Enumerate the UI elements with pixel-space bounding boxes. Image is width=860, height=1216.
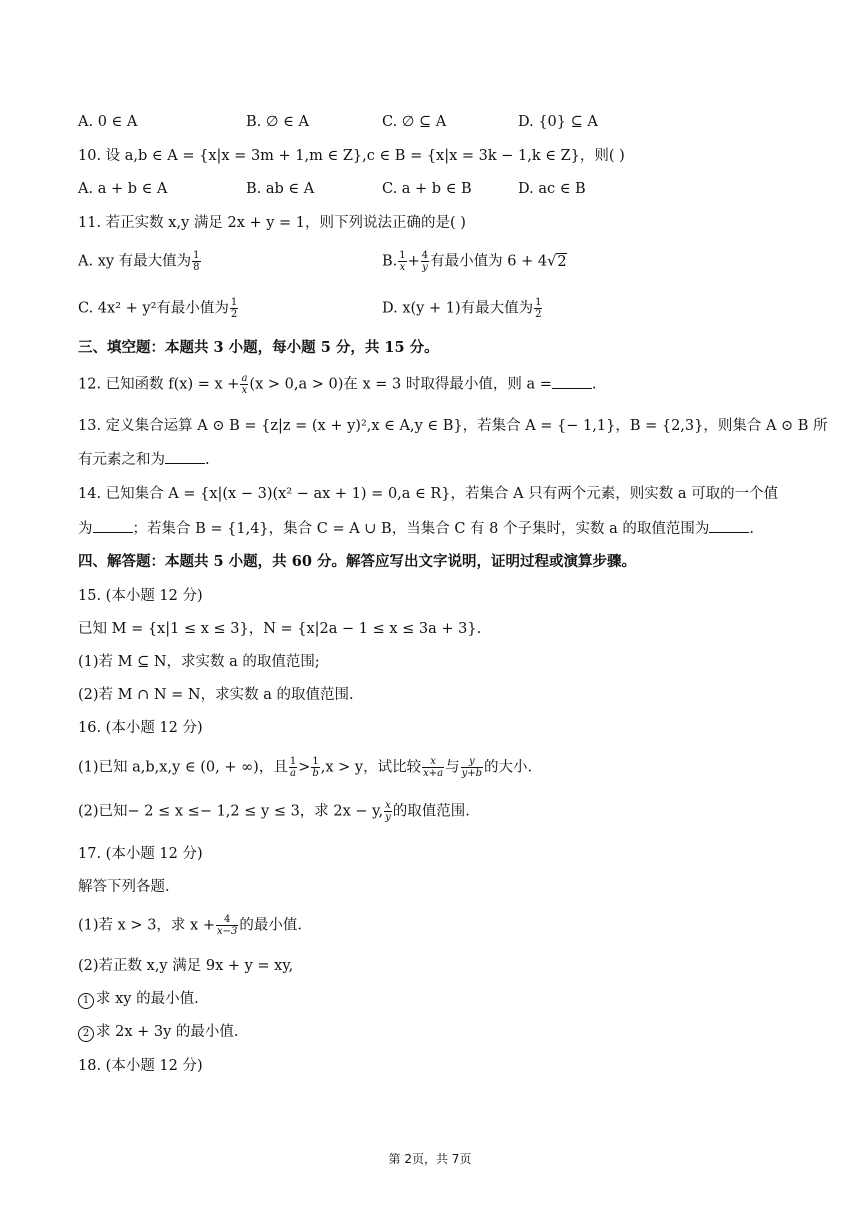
q17-part1 — [78, 914, 302, 937]
q17-sub2-text: 求 2x + 3y 的最小值. — [96, 1024, 239, 1040]
q10-stem: 10. 设 a,b ∈ A = {x|x = 3m + 1,m ∈ Z},c ∈ B = {x|x = 3k − 1,k ∈ Z}，则( ) — [78, 148, 625, 164]
q11-b-f1-num: 1 — [399, 250, 406, 261]
q16-f3-den: x+a — [423, 768, 444, 779]
q14-line2 — [78, 518, 754, 540]
q16-part1 — [78, 756, 532, 779]
q11-b-f2-den: y — [422, 262, 428, 273]
q18-heading: 18. (本小题 12 分) — [78, 1058, 203, 1074]
q14-line1: 14. 已知集合 A = {x|(x − 3)(x² − ax + 1) = 0,a ∈ R}，若集合 A 只有两个元素，则实数 a 可取的一个值 — [78, 486, 779, 502]
page-footer: 第 2页，共 7页 — [388, 1152, 472, 1166]
q10-option-d: D. ac ∈ B — [518, 181, 586, 197]
q11-b-f2-num: 4 — [421, 250, 429, 261]
q13-line2 — [78, 449, 210, 471]
q14-answer-blank-1[interactable] — [93, 518, 133, 533]
q16-p1-frac2 — [311, 756, 319, 779]
q11-c-den: 2 — [230, 309, 238, 320]
q16-p1-frac1 — [289, 756, 297, 779]
q11-a-num: 1 — [193, 250, 200, 261]
q16-p1-frac4 — [461, 756, 483, 779]
q13-line1: 13. 定义集合运算 A ⊙ B = {z|z = (x + y)²,x ∈ A,y ∈ B}，若集合 A = {− 1,1}，B = {2,3}，则集合 A ⊙ B 所 — [78, 418, 828, 434]
q11-option-d — [382, 297, 543, 320]
q11-a-den: 8 — [193, 262, 200, 273]
q15-line2: (1)若 M ⊆ N，求实数 a 的取值范围; — [78, 654, 320, 670]
circled-2-icon: 2 — [78, 1026, 94, 1042]
q14-line2-mid: ；若集合 B = {1,4}，集合 C = A ∪ B，当集合 C 有 8 个子集时，实数 a 的取值范围为 — [132, 521, 710, 537]
q11-b-f1-den: x — [399, 262, 406, 273]
q12-fraction — [240, 373, 248, 396]
q11-b-plus: + — [407, 253, 420, 270]
q16-f1-num: 1 — [289, 756, 297, 767]
q16-p1-pre: (1)已知 a,b,x,y ∈ (0, + ∞)，且 — [78, 759, 288, 776]
section-3-heading: 三、填空题：本题共 3 小题，每小题 5 分，共 15 分。 — [78, 339, 439, 356]
q11-c-num: 1 — [230, 297, 238, 308]
q11-c-fraction — [230, 297, 238, 320]
q16-f4-num: y — [461, 756, 483, 768]
q11-option-a — [78, 250, 202, 273]
q13-answer-blank[interactable] — [165, 449, 205, 464]
q16-p2-num: x — [385, 800, 391, 811]
q16-p2-pre: (2)已知− 2 ≤ x ≤− 1,2 ≤ y ≤ 3，求 2x − y, — [78, 803, 384, 820]
q12-answer-blank[interactable] — [552, 374, 592, 389]
q10-option-c: C. a + b ∈ B — [382, 181, 472, 197]
q16-f3-num: x — [422, 756, 444, 768]
q17-heading: 17. (本小题 12 分) — [78, 846, 203, 862]
q12-frac-den: x — [241, 385, 248, 396]
q16-p1-frac3 — [422, 756, 444, 779]
q11-d-num: 1 — [535, 297, 542, 308]
q17-p1-post: 的最小值. — [239, 917, 302, 934]
q10-option-a: A. a + b ∈ A — [78, 181, 168, 197]
q11-option-c — [78, 297, 239, 320]
q16-p2-den: y — [385, 812, 391, 823]
q12 — [78, 373, 596, 396]
q17-sub2 — [78, 1021, 239, 1043]
q17-p1-frac — [216, 914, 238, 937]
q13-end: . — [205, 452, 210, 468]
q15-line3: (2)若 M ∩ N = N，求实数 a 的取值范围. — [78, 687, 354, 703]
q12-end: . — [591, 376, 597, 393]
q17-part2: (2)若正数 x,y 满足 9x + y = xy, — [78, 958, 294, 974]
q12-frac-num: a — [241, 373, 248, 384]
q17-sub1-text: 求 xy 的最小值. — [96, 991, 199, 1007]
q11-stem: 11. 若正实数 x,y 满足 2x + y = 1，则下列说法正确的是( ) — [78, 215, 466, 231]
q11-d-fraction — [534, 297, 542, 320]
q9-option-c: C. ∅ ⊆ A — [382, 114, 447, 130]
q13-line2-text: 有元素之和为 — [78, 452, 165, 468]
q12-text-pre: 12. 已知函数 f(x) = x + — [78, 376, 240, 393]
q11-a-fraction — [192, 250, 200, 273]
q16-part2 — [78, 800, 470, 823]
q9-option-b: B. ∅ ∈ A — [246, 114, 309, 130]
q16-heading: 16. (本小题 12 分) — [78, 720, 203, 736]
q11-d-den: 2 — [535, 309, 542, 320]
q16-p1-mid: ,x > y，试比较 — [320, 759, 422, 776]
q11-b-sqrt: 2 — [557, 253, 567, 270]
q17-line1: 解答下列各题. — [78, 879, 170, 895]
q15-heading: 15. (本小题 12 分) — [78, 588, 203, 604]
section-4-heading: 四、解答题：本题共 5 小题，共 60 分。解答应写出文字说明，证明过程或演算步骤。 — [78, 553, 636, 570]
circled-1-icon: 1 — [78, 993, 94, 1009]
q17-sub1 — [78, 988, 199, 1010]
q17-frac-num: 4 — [216, 914, 238, 926]
q10-option-b: B. ab ∈ A — [246, 181, 315, 197]
q16-f4-den: y+b — [461, 768, 483, 779]
q12-text-post: (x > 0,a > 0)在 x = 3 时取得最小值，则 a = — [249, 376, 552, 393]
q9-option-d: D. {0} ⊆ A — [518, 114, 598, 130]
q9-option-a: A. 0 ∈ A — [78, 114, 138, 130]
q16-f2-num: 1 — [312, 756, 319, 767]
q15-line1: 已知 M = {x|1 ≤ x ≤ 3}，N = {x|2a − 1 ≤ x ≤ 3a + 3}. — [78, 621, 482, 637]
q16-p2-post: 的取值范围. — [392, 803, 470, 820]
q11-d-text: D. x(y + 1)有最大值为 — [382, 300, 534, 317]
q11-b-frac2 — [421, 250, 429, 273]
q11-b-label: B. — [382, 253, 398, 270]
q16-f1-den: a — [290, 768, 296, 779]
q14-end: . — [749, 521, 754, 537]
q16-p1-with: 与 — [445, 759, 460, 776]
q11-option-b: B. $\frac{1}{x}$ + $\frac{4}{y}$ 有最小值为 6 + 4√2 — [382, 250, 567, 273]
q16-p2-frac — [384, 800, 392, 823]
q11-b-text: 有最小值为 6 + 4 — [430, 253, 548, 270]
q17-frac-den: x−3 — [216, 926, 238, 937]
q16-f2-den: b — [312, 768, 319, 779]
q16-p1-gt: > — [298, 759, 311, 776]
q11-c-text: C. 4x² + y²有最小值为 — [78, 300, 229, 317]
q11-a-text: A. xy 有最大值为 — [78, 253, 192, 270]
q17-p1-pre: (1)若 x > 3，求 x + — [78, 917, 215, 934]
q14-line2-pre: 为 — [78, 521, 93, 537]
q16-p1-post: 的大小. — [484, 759, 533, 776]
q14-answer-blank-2[interactable] — [709, 518, 749, 533]
q11-b-frac1 — [398, 250, 406, 273]
